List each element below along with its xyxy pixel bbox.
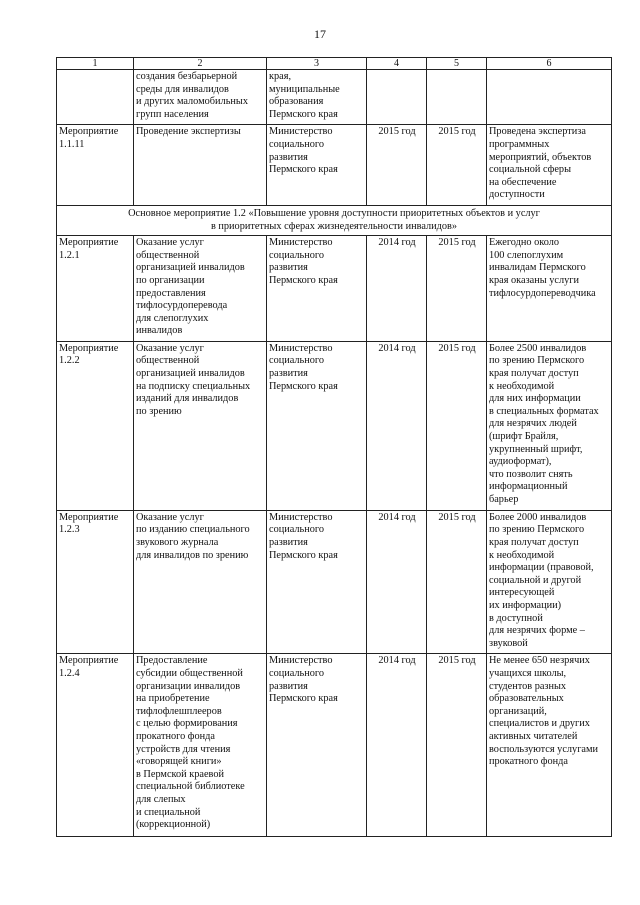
text-line: для них информации bbox=[489, 393, 581, 405]
cell-end bbox=[427, 70, 487, 125]
text-line: Мероприятие bbox=[59, 511, 119, 523]
text-line: организаций, bbox=[489, 705, 547, 717]
text-line: развития bbox=[269, 368, 308, 380]
text-line: организацией инвалидов bbox=[136, 262, 245, 274]
text-line: края получат доступ bbox=[489, 368, 579, 380]
cell-id bbox=[57, 654, 134, 837]
text-line: инвалидов bbox=[136, 325, 183, 337]
text-line: для слепоглухих bbox=[136, 312, 209, 324]
cell-start bbox=[367, 70, 427, 125]
text-line: края, bbox=[269, 71, 292, 82]
cell-start: 2014 год bbox=[367, 510, 427, 654]
text-line: образования bbox=[269, 96, 324, 108]
text-line: Оказание услуг bbox=[136, 342, 204, 354]
column-number: 6 bbox=[487, 58, 612, 70]
text-line: студентов разных bbox=[489, 680, 567, 692]
text-line: Ежегодно около bbox=[489, 237, 560, 249]
cell-end: 2015 год bbox=[427, 510, 487, 654]
text-line: общественной bbox=[136, 249, 200, 261]
text-line: края оказаны услуги bbox=[489, 274, 579, 286]
text-line: 1.2.2 bbox=[59, 355, 80, 367]
cell-name bbox=[134, 341, 267, 510]
text-line: прокатного фонда bbox=[489, 756, 568, 768]
column-number: 4 bbox=[367, 58, 427, 70]
text-line: мероприятий, объектов bbox=[489, 151, 592, 163]
text-line: для незрячих людей bbox=[489, 418, 577, 430]
section-heading bbox=[57, 205, 612, 235]
text-line: Мероприятие bbox=[59, 342, 119, 354]
cell-executor bbox=[267, 70, 367, 125]
text-line: организации инвалидов bbox=[136, 680, 241, 692]
text-line: для незрячих форме – bbox=[489, 625, 585, 637]
text-line: развития bbox=[269, 537, 308, 549]
text-line: укрупненный шрифт, bbox=[489, 443, 583, 455]
column-number: 1 bbox=[57, 58, 134, 70]
text-line: в доступной bbox=[489, 612, 543, 624]
text-line: по зрению Пермского bbox=[489, 355, 585, 367]
text-line: доступности bbox=[489, 189, 545, 201]
text-line: социального bbox=[269, 355, 325, 367]
text-line: Министерство bbox=[269, 511, 333, 523]
text-line: 1.2.3 bbox=[59, 524, 80, 536]
text-line: Более 2000 инвалидов bbox=[489, 511, 587, 523]
text-line: социального bbox=[269, 249, 325, 261]
text-line: развития bbox=[269, 262, 308, 274]
text-line: звуковой bbox=[489, 637, 528, 649]
cell-name bbox=[134, 125, 267, 206]
table-row-continuation bbox=[57, 70, 612, 125]
measures-table bbox=[56, 57, 612, 837]
cell-executor bbox=[267, 341, 367, 510]
text-line: края получат доступ bbox=[489, 537, 579, 549]
text-line: в специальных форматах bbox=[489, 405, 599, 417]
text-line: к необходимой bbox=[489, 549, 555, 561]
text-line: Мероприятие bbox=[59, 237, 119, 249]
text-line: на обеспечение bbox=[489, 176, 557, 188]
cell-executor bbox=[267, 510, 367, 654]
text-line: информационный bbox=[489, 481, 568, 493]
text-line: Министерство bbox=[269, 126, 333, 138]
table-row-1-2-2 bbox=[57, 341, 612, 510]
cell-name bbox=[134, 70, 267, 125]
text-line: социального bbox=[269, 524, 325, 536]
text-line: Мероприятие bbox=[59, 655, 119, 667]
text-line: специалистов и других bbox=[489, 718, 590, 730]
text-line: организацией инвалидов bbox=[136, 368, 245, 380]
text-line: по зрению bbox=[136, 405, 182, 417]
cell-id bbox=[57, 236, 134, 342]
text-line: 1.2.4 bbox=[59, 668, 80, 679]
text-line: воспользуются услугами bbox=[489, 743, 599, 755]
text-line: групп населения bbox=[136, 108, 209, 120]
cell-result bbox=[487, 125, 612, 206]
cell-id bbox=[57, 125, 134, 206]
text-line: тифлофлешплееров bbox=[136, 705, 222, 717]
text-line: изданий для инвалидов bbox=[136, 393, 239, 405]
cell-name bbox=[134, 236, 267, 342]
text-line: социальной сферы bbox=[489, 164, 571, 176]
text-line: по зрению Пермского bbox=[489, 524, 585, 536]
text-line: программных bbox=[489, 138, 550, 150]
text-line: «говорящей книги» bbox=[136, 756, 222, 768]
cell-end: 2015 год bbox=[427, 125, 487, 206]
text-line: 1.2.1 bbox=[59, 249, 80, 261]
text-line: Основное мероприятие 1.2 «Повышение уровня доступности приоритетных объектов и услуг bbox=[128, 207, 540, 219]
text-line: 100 слепоглухим bbox=[489, 249, 564, 261]
text-line: Пермского края bbox=[269, 274, 338, 286]
text-line: создания безбарьерной bbox=[136, 71, 238, 82]
cell-result bbox=[487, 341, 612, 510]
table-row-1-2-4 bbox=[57, 654, 612, 837]
text-line: в Пермской краевой bbox=[136, 768, 224, 780]
cell-start: 2014 год bbox=[367, 654, 427, 837]
cell-start: 2014 год bbox=[367, 341, 427, 510]
cell-end: 2015 год bbox=[427, 236, 487, 342]
text-line: предоставления bbox=[136, 287, 206, 299]
text-line: муниципальные bbox=[269, 83, 340, 95]
cell-end: 2015 год bbox=[427, 654, 487, 837]
text-line: Пермского края bbox=[269, 693, 338, 705]
text-line: специальной библиотеке bbox=[136, 781, 245, 793]
cell-executor bbox=[267, 654, 367, 837]
column-number: 3 bbox=[267, 58, 367, 70]
text-line: (шрифт Брайля, bbox=[489, 431, 559, 443]
cell-id bbox=[57, 341, 134, 510]
text-line: Оказание услуг bbox=[136, 511, 204, 523]
text-line: развития bbox=[269, 680, 308, 692]
cell-name bbox=[134, 510, 267, 654]
column-number: 5 bbox=[427, 58, 487, 70]
text-line: по организации bbox=[136, 274, 205, 286]
section-row-1-2 bbox=[57, 205, 612, 235]
text-line: Пермского края bbox=[269, 164, 338, 176]
text-line: барьер bbox=[489, 494, 519, 505]
text-line: Не менее 650 незрячих bbox=[489, 655, 590, 667]
text-line: учащихся школы, bbox=[489, 668, 567, 679]
text-line: звукового журнала bbox=[136, 537, 219, 549]
cell-start: 2015 год bbox=[367, 125, 427, 206]
text-line: к необходимой bbox=[489, 380, 555, 392]
page-number: 17 bbox=[314, 27, 326, 41]
text-line: активных читателей bbox=[489, 730, 578, 742]
cell-start: 2014 год bbox=[367, 236, 427, 342]
cell-id bbox=[57, 510, 134, 654]
text-line: тифлосурдоперевода bbox=[136, 300, 228, 312]
text-line: Министерство bbox=[269, 655, 333, 667]
text-line: инвалидам Пермского bbox=[489, 262, 586, 274]
text-line: устройств для чтения bbox=[136, 743, 231, 755]
cell-executor bbox=[267, 125, 367, 206]
cell-id bbox=[57, 70, 134, 125]
cell-result bbox=[487, 654, 612, 837]
text-line: образовательных bbox=[489, 693, 564, 705]
text-line: 1.1.11 bbox=[59, 138, 85, 150]
text-line: социального bbox=[269, 668, 325, 679]
text-line: тифлосурдопереводчика bbox=[489, 287, 596, 299]
text-line: социальной и другой bbox=[489, 574, 582, 586]
text-line: для слепых bbox=[136, 793, 186, 805]
text-line: в приоритетных сферах жизнедеятельности инвалидов» bbox=[210, 220, 458, 232]
text-line: развития bbox=[269, 151, 308, 163]
cell-name bbox=[134, 654, 267, 837]
cell-result bbox=[487, 70, 612, 125]
table-row-1-2-1 bbox=[57, 236, 612, 342]
text-line: Министерство bbox=[269, 237, 333, 249]
text-line: среды для инвалидов bbox=[136, 83, 229, 95]
cell-executor bbox=[267, 236, 367, 342]
text-line: для инвалидов по зрению bbox=[136, 549, 249, 561]
table-row-1-2-3 bbox=[57, 510, 612, 654]
text-line: Пермского края bbox=[269, 380, 338, 392]
text-line: и других маломобильных bbox=[136, 96, 248, 108]
text-line: социального bbox=[269, 138, 325, 150]
text-line: Проведение экспертизы bbox=[136, 126, 241, 138]
text-line: на приобретение bbox=[136, 693, 210, 705]
cell-result bbox=[487, 236, 612, 342]
cell-end: 2015 год bbox=[427, 341, 487, 510]
text-line: на подписку специальных bbox=[136, 380, 251, 392]
column-number-row bbox=[57, 58, 612, 70]
text-line: Оказание услуг bbox=[136, 237, 204, 249]
text-line: Предоставление bbox=[136, 655, 208, 667]
text-line: по изданию специального bbox=[136, 524, 250, 536]
text-line: Мероприятие bbox=[59, 126, 119, 138]
table-row-1-1-11 bbox=[57, 125, 612, 206]
text-line: с целью формирования bbox=[136, 718, 238, 730]
text-line: Проведена экспертиза bbox=[489, 126, 586, 138]
text-line: и специальной bbox=[136, 806, 201, 818]
text-line: информации (правовой, bbox=[489, 562, 594, 574]
text-line: аудиоформат), bbox=[489, 456, 552, 468]
text-line: Министерство bbox=[269, 342, 333, 354]
text-line: интересующей bbox=[489, 587, 555, 599]
column-number: 2 bbox=[134, 58, 267, 70]
text-line: Более 2500 инвалидов bbox=[489, 342, 587, 354]
cell-result bbox=[487, 510, 612, 654]
text-line: Пермского края bbox=[269, 108, 338, 120]
text-line: что позволит снять bbox=[489, 468, 573, 480]
text-line: (коррекционной) bbox=[136, 819, 211, 831]
text-line: субсидии общественной bbox=[136, 668, 243, 679]
text-line: их информации) bbox=[489, 600, 562, 612]
text-line: общественной bbox=[136, 355, 200, 367]
text-line: прокатного фонда bbox=[136, 730, 215, 742]
text-line: Пермского края bbox=[269, 549, 338, 561]
